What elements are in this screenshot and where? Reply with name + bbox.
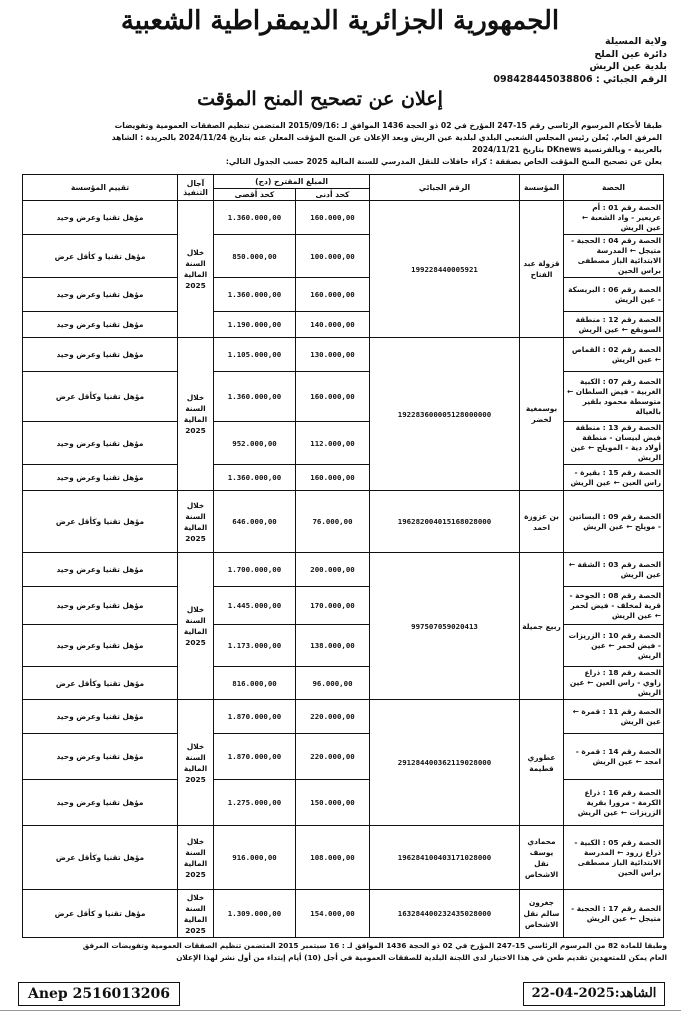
admin-line: بلدية عين الريش [589,61,667,72]
footer-line: العام يمكن للمتعهدين تقديم طعن في هذا الاختيار لدى اللجنة البلدية للصفقات العمومية في أجل (10) أيام إبتداء من أول نشر لهذا الإعلان [176,953,667,962]
lot-cell: الحصة رقم 03 : الشقة ← عين الريش [564,553,664,587]
header-tax-id: الرقم الجبائي [370,175,520,201]
intro-line: المرفق العام. يُعلن رئيس المجلس الشعبي البلدي لبلدية عين الريش وبعد الإعلان عن المنح المؤقت المعلن عنه بتاريخ 2024/11/24 بالجريدة : الشاهد [111,133,662,142]
table-row [23,422,664,465]
company-cell: جغرون سالم نقل الاشخاص [520,890,564,938]
tax-id-cell: 163284400232435028000 [370,890,520,938]
company-cell: بن عزوزة احمد [520,491,564,553]
request-line: يعلن عن تصحيح المنح المؤقت الخاص بصفقة : كراء حافلات للنقل المدرسي للسنة المالية 2025 حسب الجدول التالي: [225,157,662,166]
company-cell: محمادي يوسف نقل الاشخاص [520,826,564,890]
lot-cell: الحصة رقم 06 : البريسكة - عين الريش [564,278,664,312]
delay-cell: خلال السنة المالية 2025 [178,890,214,938]
table-row [23,625,664,667]
evaluation-cell: مؤهل تقنيا وعرض وحيد [23,587,178,625]
lot-cell: الحصة رقم 07 : الكبية الغربية - فيض السلطان ← متوسطة محمود بلقير بالعيالة [564,372,664,422]
table-row [23,734,664,780]
daily-amount-cell: 220.000,00 [296,700,370,734]
evaluation-cell: مؤهل تقنيا وعرض وحيد [23,734,178,780]
header-max: كحد أقصى [214,189,296,201]
evaluation-cell: مؤهل تقنيا وكأقل عرض [23,491,178,553]
lot-cell: الحصة رقم 02 : القماص ← عين الريش [564,338,664,372]
evaluation-cell: مؤهل تقنيا وكأقل عرض [23,372,178,422]
company-cell: بوسمغية لخضر [520,338,564,491]
evaluation-cell: مؤهل تقنيا وعرض وحيد [23,278,178,312]
company-cell: ربيع جميلة [520,553,564,700]
table-row [23,700,664,734]
publication-stamp: الشاهد:2025-04-22 [523,982,665,1006]
daily-amount-cell: 160.000,00 [296,201,370,235]
max-amount-cell: 1.360.000,00 [214,201,296,235]
lot-cell: الحصة رقم 08 : الجوخة - قرية لمخلف - فيض لحمر ← عين الريش [564,587,664,625]
tax-id-cell: 196284100403171028000 [370,826,520,890]
max-amount-cell: 1.870.000,00 [214,700,296,734]
max-amount-cell: 1.190.000,00 [214,312,296,338]
table-row [23,587,664,625]
lot-cell: الحصة رقم 09 : البساتين - مويلح ← عين الريش [564,491,664,553]
daily-amount-cell: 96.000,00 [296,667,370,700]
tax-id-cell: 192283600005128000000 [370,338,520,491]
evaluation-cell: مؤهل تقنيا وعرض وحيد [23,338,178,372]
max-amount-cell: 1.173.000,00 [214,625,296,667]
evaluation-cell: مؤهل تقنيا و كأقل عرض [23,890,178,938]
lot-cell: الحصة رقم 17 : الحجبة - متيجل ← عين الريش [564,890,664,938]
table-row [23,780,664,826]
header-eval: تقييم المؤسسة [23,175,178,201]
lot-cell: الحصة رقم 14 : قمرة - امجد ← عين الريش [564,734,664,780]
daily-amount-cell: 160.000,00 [296,278,370,312]
intro-paragraph [22,120,662,168]
table-row [23,278,664,312]
daily-amount-cell: 160.000,00 [296,372,370,422]
table-row [23,890,664,938]
max-amount-cell: 646.000,00 [214,491,296,553]
company-cell: قزولة عبد الفتاح [520,201,564,338]
announcement-title: إعلان عن تصحيح المنح المؤقت [197,88,443,110]
evaluation-cell: مؤهل تقنيا وعرض وحيد [23,422,178,465]
table-row [23,201,664,235]
max-amount-cell: 1.275.000,00 [214,780,296,826]
lot-cell: الحصة رقم 04 : الحجبة - متيجل ← المدرسة الابتدائية الباز مصطفى براس الحين [564,235,664,278]
daily-amount-cell: 220.000,00 [296,734,370,780]
lot-cell: الحصة رقم 10 : الزريزات - فيض لحمر ← عين الريش [564,625,664,667]
evaluation-cell: مؤهل تقنيا وعرض وحيد [23,312,178,338]
footer-line: وطبقا للمادة 82 من المرسوم الرئاسي 15-247 المؤرخ في 02 ذو الحجة 1436 الموافق لـ : 16 سبتمبر 2015 المتضمن تنظيم الصفقات العمومية وتفويضات المرفق [82,941,667,950]
delay-cell: خلال السنة المالية 2025 [178,826,214,890]
header-lot: الحصة [564,175,664,201]
table-row [23,491,664,553]
tax-id-cell: 997507059020413 [370,553,520,700]
lot-cell: الحصة رقم 12 : منطقة السويقع ← عين الريش [564,312,664,338]
evaluation-cell: مؤهل تقنيا وكأقل عرض [23,667,178,700]
anep-reference: Anep 2516013206 [18,982,180,1006]
max-amount-cell: 952.000,00 [214,422,296,465]
daily-amount-cell: 76.000,00 [296,491,370,553]
delay-cell: خلال السنة المالية 2025 [178,700,214,826]
administration-block [467,36,667,86]
daily-amount-cell: 200.000,00 [296,553,370,587]
table-row [23,372,664,422]
tax-id-cell: 199228440005921 [370,201,520,338]
page-divider [0,1010,681,1011]
evaluation-cell: مؤهل تقنيا وكأقل عرض [23,826,178,890]
max-amount-cell: 916.000,00 [214,826,296,890]
daily-amount-cell: 130.000,00 [296,338,370,372]
evaluation-cell: مؤهل تقنيا وعرض وحيد [23,201,178,235]
max-amount-cell: 850.000,00 [214,235,296,278]
admin-line: دائرة عين الملح [594,48,667,60]
daily-amount-cell: 150.000,00 [296,780,370,826]
daily-amount-cell: 154.000,00 [296,890,370,938]
table-row [23,667,664,700]
daily-amount-cell: 140.000,00 [296,312,370,338]
delay-cell: خلال السنة المالية 2025 [178,553,214,700]
daily-amount-cell: 112.000,00 [296,422,370,465]
evaluation-cell: مؤهل تقنيا وعرض وحيد [23,700,178,734]
header-delay: آجال التنفيذ [178,175,214,201]
daily-amount-cell: 138.000,00 [296,625,370,667]
table-row [23,338,664,372]
daily-amount-cell: 108.000,00 [296,826,370,890]
table-row [23,826,664,890]
table-row [23,312,664,338]
max-amount-cell: 1.360.000,00 [214,372,296,422]
lot-cell: الحصة رقم 16 : ذراع الكرمة - مرورا بقرية الزريزات ← عين الريش [564,780,664,826]
tax-id-cell: 196282004015168028000 [370,491,520,553]
admin-line: ولاية المسيلة [605,36,667,47]
evaluation-cell: مؤهل تقنيا وعرض وحيد [23,553,178,587]
max-amount-cell: 1.360.000,00 [214,278,296,312]
lot-cell: الحصة رقم 13 : منطقة فيض لبيسان - منطقة أولاد دية - المويلح ← عين الريش [564,422,664,465]
table-row [23,235,664,278]
republic-title: الجمهورية الجزائرية الديمقراطية الشعبية [120,6,560,36]
evaluation-cell: مؤهل تقنيا وعرض وحيد [23,465,178,491]
award-table [22,174,664,938]
header-daily: كحد أدنى [296,189,370,201]
intro-line: بالعربية - وبالفرنسية DKnews بتاريخ 2024/11/21 [472,145,662,154]
daily-amount-cell: 100.000,00 [296,235,370,278]
evaluation-cell: مؤهل تقنيا وعرض وحيد [23,625,178,667]
footer-paragraph [22,940,667,964]
admin-line: الرقم الجبائي : 098428445038806 [493,73,667,85]
tax-id-cell: 291284400362119028000 [370,700,520,826]
table-row [23,553,664,587]
lot-cell: الحصة رقم 18 : ذراع زاوي - راس العين ← عين الريش [564,667,664,700]
max-amount-cell: 1.445.000,00 [214,587,296,625]
header-company: المؤسسة [520,175,564,201]
lot-cell: الحصة رقم 05 : الكبية - ذراع زرود ← المدرسة الابتدائية الباز مصطفى براس الحين [564,826,664,890]
lot-cell: الحصة رقم 11 : قمرة ← عين الريش [564,700,664,734]
daily-amount-cell: 160.000,00 [296,465,370,491]
lot-cell: الحصة رقم 15 : بقيرة - راس العين ← عين الريش [564,465,664,491]
table-body [23,201,664,938]
intro-line: طبقا لأحكام المرسوم الرئاسي رقم 15-247 المؤرخ في 02 ذو الحجة 1436 الموافق لـ :2015/09/16 المتضمن تنظيم الصفقات العمومية وتفويضات [114,121,662,130]
max-amount-cell: 1.309.000,00 [214,890,296,938]
evaluation-cell: مؤهل تقنيا و كأقل عرض [23,235,178,278]
max-amount-cell: 1.700.000,00 [214,553,296,587]
max-amount-cell: 1.105.000,00 [214,338,296,372]
max-amount-cell: 816.000,00 [214,667,296,700]
max-amount-cell: 1.870.000,00 [214,734,296,780]
delay-cell: خلال السنة المالية 2025 [178,201,214,338]
lot-cell: الحصة رقم 01 : أم عريعير - واد الشعبة ← عين الريش [564,201,664,235]
delay-cell: خلال السنة المالية 2025 [178,491,214,553]
company-cell: عطوري فطيمة [520,700,564,826]
max-amount-cell: 1.360.000,00 [214,465,296,491]
header-amount: المبلغ المقترح (دج) [214,175,370,189]
table-row [23,465,664,491]
delay-cell: خلال السنة المالية 2025 [178,338,214,491]
daily-amount-cell: 170.000,00 [296,587,370,625]
evaluation-cell: مؤهل تقنيا وعرض وحيد [23,780,178,826]
